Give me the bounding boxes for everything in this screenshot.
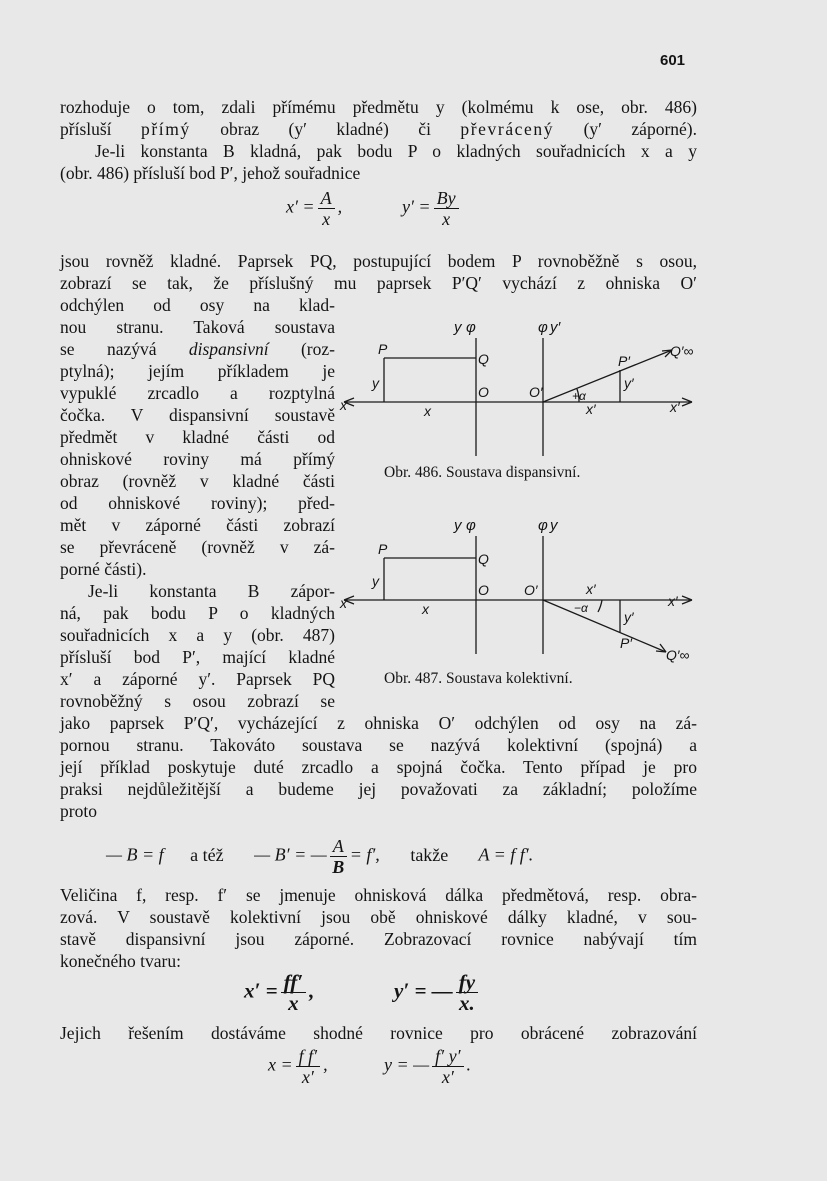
- label-x-left: x: [340, 397, 347, 413]
- label-x2: x′: [586, 581, 596, 597]
- label-phi: φ: [466, 319, 476, 336]
- ray-p2q2: [543, 350, 672, 402]
- text-line: Je-li konstanta B zápor-: [88, 581, 335, 601]
- label-y-coord: y: [372, 375, 379, 391]
- equation-focal-definition: — B = f a též — B′ = — $\frac{A}{B}$ = f′, takže A = f f′.: [106, 836, 534, 877]
- label-y2: y′: [550, 319, 561, 336]
- label-x-left: x: [340, 595, 347, 611]
- text-line: pornou stranu. Takováto soustava se nazývá kolektivní (spojná) a: [60, 735, 697, 755]
- text-line: (obr. 486) přísluší bod P′, jehož souřadnice: [60, 163, 361, 183]
- text-line: mět v záporné části zobrazí: [60, 515, 335, 535]
- label-o: O: [478, 582, 489, 598]
- text-line: od ohniskové roviny); před-: [60, 493, 335, 513]
- label-alpha: +α: [572, 389, 586, 403]
- label-p: P: [378, 341, 388, 357]
- text-line: nou stranu. Taková soustava: [60, 317, 335, 337]
- label-x2-right: x′: [668, 593, 678, 609]
- equation-x-prime: x′ = $\frac{A}{x}$ ,: [286, 188, 343, 229]
- text-line: ná, pak bodu P o kladných: [60, 603, 335, 623]
- figure-487-caption: Obr. 487. Soustava kolektivní.: [384, 670, 573, 687]
- label-phi2: φ: [538, 319, 548, 336]
- label-y2-coord: y′: [624, 609, 634, 625]
- text-line: jako paprsek P′Q′, vycházející z ohniska O′ odchýlen od osy na zá-: [60, 713, 697, 733]
- label-x: x: [422, 601, 429, 617]
- text-line: ptylná); jejím příkladem je: [60, 361, 335, 381]
- label-phi2: φ: [538, 517, 548, 534]
- text-line: ohniskové roviny má přímý: [60, 449, 335, 469]
- page-number: 601: [660, 52, 686, 69]
- text-line: zobrazí se tak, že příslušný mu paprsek P′Q′ vychází z ohniska O′: [60, 273, 697, 293]
- equation-inverse-y: y = — $\frac{f' y'}{x'}$ .: [384, 1046, 472, 1087]
- text-line: předmět v kladné části od: [60, 427, 335, 447]
- text-line: porné části).: [60, 559, 147, 579]
- text-line: přísluší bod P′, mající kladné: [60, 647, 335, 667]
- text-line: se nazývá dispansivní (roz-: [60, 339, 335, 359]
- text-line: x′ a záporné y′. Paprsek PQ: [60, 669, 335, 689]
- text-line: Je-li konstanta B kladná, pak bodu P o kladných souřadnicích x a y: [95, 141, 697, 161]
- label-alpha: −α: [574, 601, 588, 615]
- text-line: čočka. V dispansivní soustavě: [60, 405, 335, 425]
- text-line: stavě dispansivní jsou záporné. Zobrazovací rovnice nabývají tím: [60, 929, 697, 949]
- equation-y-prime: y′ = $\frac{By}{x}$: [402, 188, 462, 229]
- text-line: přísluší přímý obraz (y′ kladné) či převrácený (y′ záporné).: [60, 119, 697, 139]
- label-p2: P′: [618, 353, 630, 369]
- label-x2-right: x′: [670, 399, 680, 415]
- text-line: se převráceně (rovněž v zá-: [60, 537, 335, 557]
- label-o: O: [478, 384, 489, 400]
- label-y-coord: y: [372, 573, 379, 589]
- label-qinf: Q′∞: [670, 343, 694, 359]
- text-line: jsou rovněž kladné. Paprsek PQ, postupující bodem P rovnoběžně s osou,: [60, 251, 697, 271]
- text-line: souřadnicích x a y (obr. 487): [60, 625, 335, 645]
- equation-imaging-y: y′ = — $\frac{fy}{x.}$: [394, 972, 481, 1013]
- text-line: odchýlen od osy na klad-: [60, 295, 335, 315]
- text-line: proto: [60, 801, 97, 821]
- label-qinf: Q′∞: [666, 647, 690, 663]
- label-q: Q: [478, 351, 489, 367]
- text-line: zová. V soustavě kolektivní jsou obě ohniskové dálky kladné, v sou-: [60, 907, 697, 927]
- figure-487-diagram: [336, 508, 706, 668]
- label-p2: P′: [620, 635, 632, 651]
- text-line: praksi nejdůležitější a budeme jej považovati za základní; položíme: [60, 779, 697, 799]
- text-line: rozhoduje o tom, zdali přímému předmětu y (kolmému k ose, obr. 486): [60, 97, 697, 117]
- figure-486-caption: Obr. 486. Soustava dispansivní.: [384, 464, 581, 481]
- label-y: y: [454, 517, 462, 534]
- label-o2: O′: [524, 582, 538, 598]
- label-o2: O′: [529, 384, 543, 400]
- label-x: x: [424, 403, 431, 419]
- label-y: y: [454, 319, 462, 336]
- label-p: P: [378, 541, 388, 557]
- text-line: vypuklé zrcadlo a rozptylná: [60, 383, 335, 403]
- label-y2-coord: y′: [624, 375, 634, 391]
- ray-p2q2: [543, 600, 666, 652]
- text-line: konečného tvaru:: [60, 951, 181, 971]
- label-q: Q: [478, 551, 489, 567]
- equation-inverse-x: x = $\frac{\text{f f′}}{x'}$ ,: [268, 1046, 328, 1087]
- label-phi: φ: [466, 517, 476, 534]
- label-x2: x′: [586, 401, 596, 417]
- label-y2: y: [550, 517, 558, 534]
- text-line: obraz (rovněž v kladné části: [60, 471, 335, 491]
- figure-486-diagram: [336, 310, 706, 460]
- text-line: Jejich řešením dostáváme shodné rovnice pro obrácené zobrazování: [60, 1023, 697, 1043]
- equation-imaging-x: x′ = $\frac{ff'}{x}$ ,: [244, 970, 315, 1015]
- text-line: její příklad poskytuje duté zrcadlo a spojná čočka. Tento případ je pro: [60, 757, 697, 777]
- text-line: Veličina f, resp. f′ se jmenuje ohnisková dálka předmětová, resp. obra-: [60, 885, 697, 905]
- text-line: rovnoběžný s osou zobrazí se: [60, 691, 335, 711]
